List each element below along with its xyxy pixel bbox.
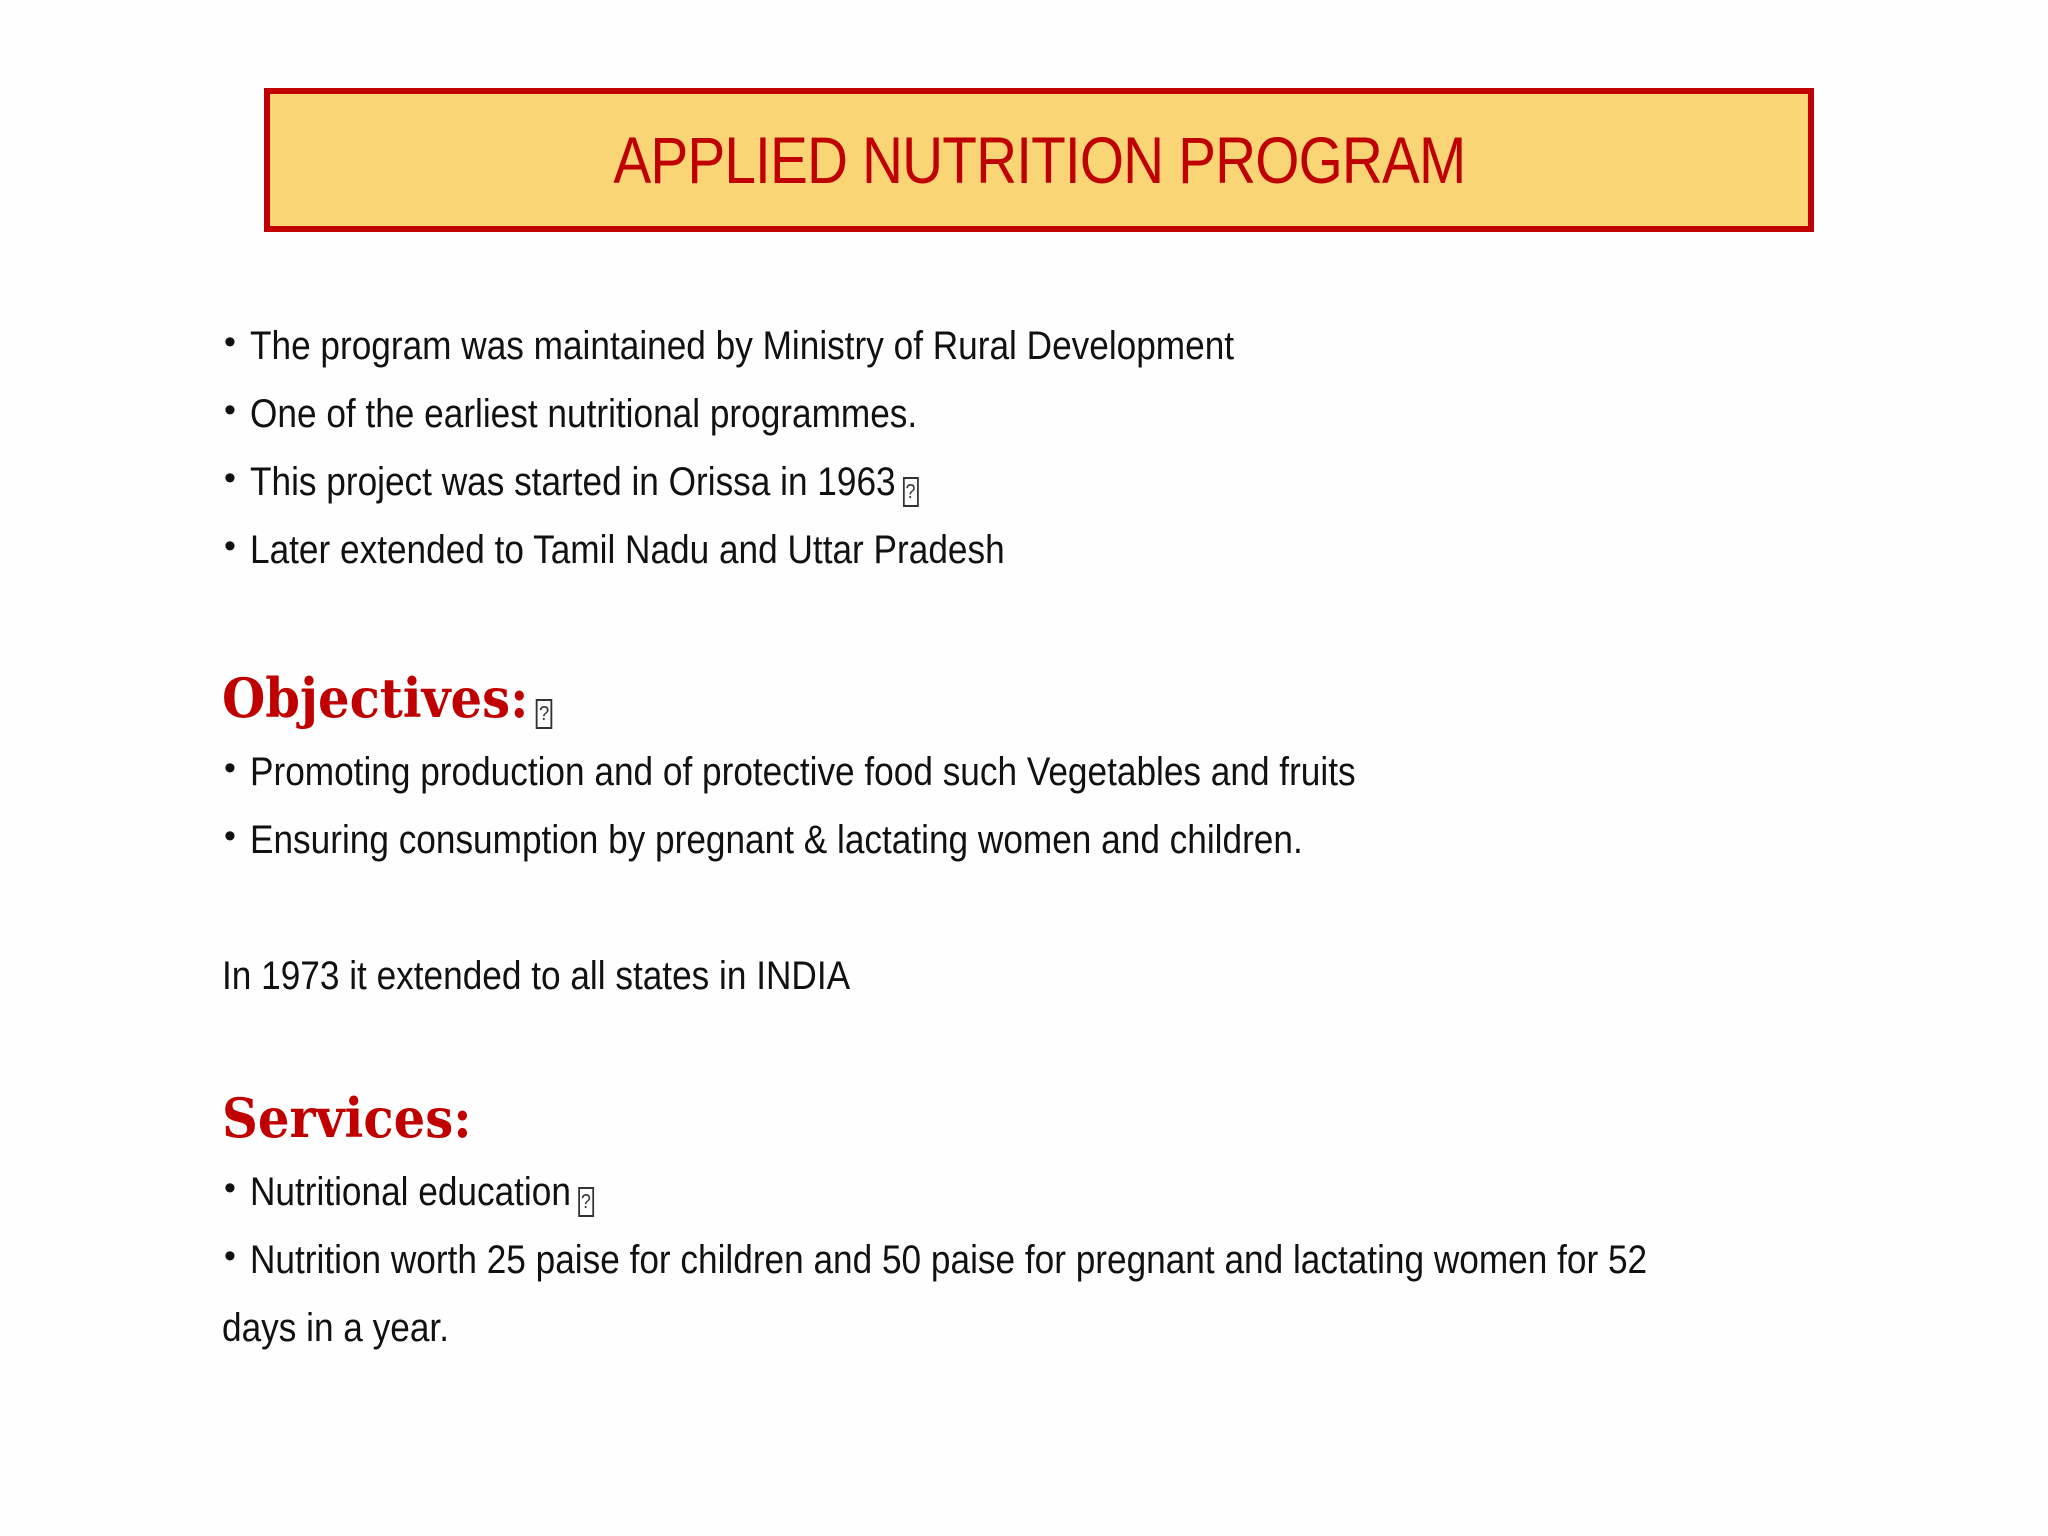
bullet-icon: • [224, 1237, 236, 1275]
missing-glyph-icon: ? [578, 1187, 594, 1217]
extension-note: In 1973 it extended to all states in INDIA [222, 954, 851, 998]
services-heading: Services: [222, 1086, 472, 1150]
slide-content [222, 312, 1872, 1362]
title-banner [264, 88, 1814, 232]
bullet-icon: • [224, 817, 236, 855]
objectives-heading: Objectives: ? [222, 658, 1872, 738]
bullet-icon: • [224, 749, 236, 787]
bullet-icon: • [224, 391, 236, 429]
intro-bullet-4: • Later extended to Tamil Nadu and Uttar Pradesh [222, 516, 1872, 584]
bullet-icon: • [224, 527, 236, 565]
bullet-icon: • [224, 323, 236, 361]
intro-bullet-1: • The program was maintained by Ministry of Rural Development [222, 312, 1872, 380]
objective-bullet-2: • Ensuring consumption by pregnant & lactating women and children. [222, 806, 1872, 874]
missing-glyph-icon: ? [903, 477, 919, 507]
bullet-icon: • [224, 1169, 236, 1207]
intro-bullet-2: • One of the earliest nutritional programmes. [222, 380, 1872, 448]
service-bullet-1: • Nutritional education ? [222, 1158, 1872, 1226]
missing-glyph-icon: ? [536, 699, 553, 729]
intro-bullet-3: • This project was started in Orissa in 1963 ? [222, 448, 1872, 516]
objective-bullet-1: • Promoting production and of protective food such Vegetables and fruits [222, 738, 1872, 806]
slide-title: APPLIED NUTRITION PROGRAM [612, 123, 1466, 197]
service-bullet-2: • Nutrition worth 25 paise for children and 50 paise for pregnant and lactating women for 52 [222, 1226, 1872, 1294]
bullet-icon: • [224, 459, 236, 497]
service-bullet-2-continuation: days in a year. [222, 1306, 449, 1350]
